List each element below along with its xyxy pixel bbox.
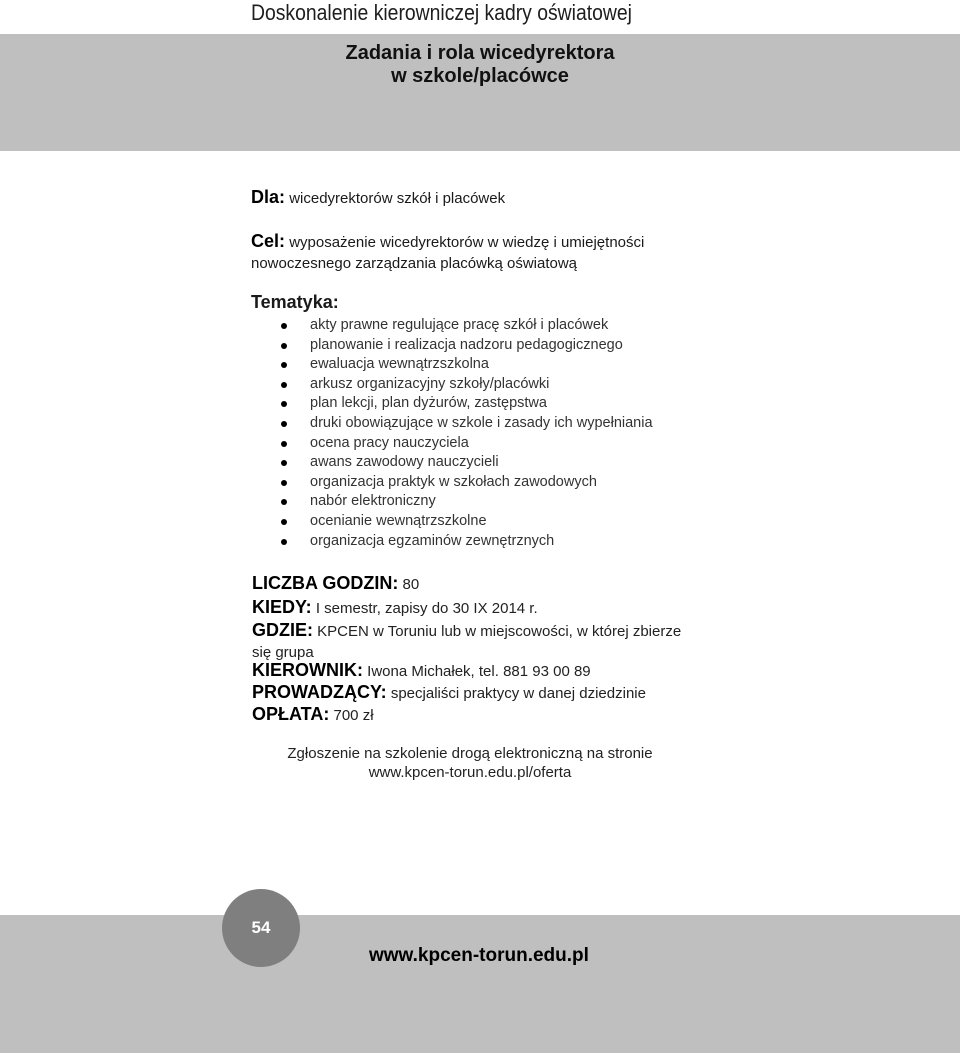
bullet-icon [281,499,287,505]
page-number-badge [222,889,300,967]
list-item: organizacja egzaminów zewnętrznych [281,532,653,552]
manager-label: KIEROWNIK: [252,660,363,680]
when-value: I semestr, zapisy do 30 IX 2014 r. [315,600,538,617]
bullet-icon [281,519,287,525]
bullet-icon [281,421,287,427]
when-row [252,597,538,618]
list-item: ewaluacja wewnątrzszkolna [281,355,653,375]
bullet-icon [281,343,287,349]
trainers-label: PROWADZĄCY: [252,682,387,702]
list-item: organizacja praktyk w szkołach zawodowych [281,473,653,493]
hours-label: LICZBA GODZIN: [252,573,399,593]
topics-label: Tematyka: [251,292,339,312]
list-item: planowanie i realizacja nadzoru pedagogicznego [281,336,653,356]
where-label: GDZIE: [252,620,313,640]
list-item: ocenianie wewnątrzszkolne [281,512,653,532]
where-row [252,620,692,663]
list-item: plan lekcji, plan dyżurów, zastępstwa [281,394,653,414]
bullet-icon [281,539,287,545]
bullet-icon [281,323,287,329]
list-item: druki obowiązujące w szkole i zasady ich wypełniania [281,414,653,434]
goal-value: wyposażenie wicedyrektorów w wiedzę i umiejętności nowoczesnego zarządzania placówką oświatową [251,234,645,272]
hours-row [252,573,419,594]
goal [251,231,711,274]
audience-value: wicedyrektorów szkół i placówek [289,190,506,207]
topics-list [281,316,653,551]
signup-text: Zgłoszenie na szkolenie drogą elektroniczną na stronie [287,745,653,762]
list-item: ocena pracy nauczyciela [281,434,653,454]
bullet-icon [281,362,287,368]
trainers-row [252,682,646,703]
fee-label: OPŁATA: [252,704,330,724]
signup-link[interactable]: www.kpcen-torun.edu.pl/oferta [368,764,572,781]
footer-website-link[interactable]: www.kpcen-torun.edu.pl [369,945,589,966]
bullet-icon [281,382,287,388]
list-item: nabór elektroniczny [281,492,653,512]
audience [251,187,505,208]
course-title [0,42,960,88]
list-item: arkusz organizacyjny szkoły/placówki [281,375,653,395]
header-title: Doskonalenie kierowniczej kadry oświatowej [251,0,632,25]
list-item: akty prawne regulujące pracę szkół i placówek [281,316,653,336]
audience-label: Dla: [251,187,286,207]
bullet-icon [281,460,287,466]
bullet-icon [281,441,287,447]
when-label: KIEDY: [252,597,312,617]
bullet-icon [281,480,287,486]
footer-band [0,915,960,1053]
hours-value: 80 [402,576,420,593]
list-item: awans zawodowy nauczycieli [281,453,653,473]
course-title-line2: w szkole/placówce [391,65,569,87]
manager-row [252,660,591,681]
course-title-line1: Zadania i rola wicedyrektora [345,42,615,64]
where-value: KPCEN w Toruniu lub w miejscowości, w której zbierze się grupa [252,623,682,661]
manager-value: Iwona Michałek, tel. 881 93 00 89 [367,663,591,680]
page-number: 54 [251,918,271,937]
fee-row [252,704,374,725]
fee-value: 700 zł [333,707,374,724]
bullet-icon [281,401,287,407]
goal-label: Cel: [251,231,286,251]
trainers-value: specjaliści praktycy w danej dziedzinie [390,685,646,702]
signup-note [250,744,690,782]
